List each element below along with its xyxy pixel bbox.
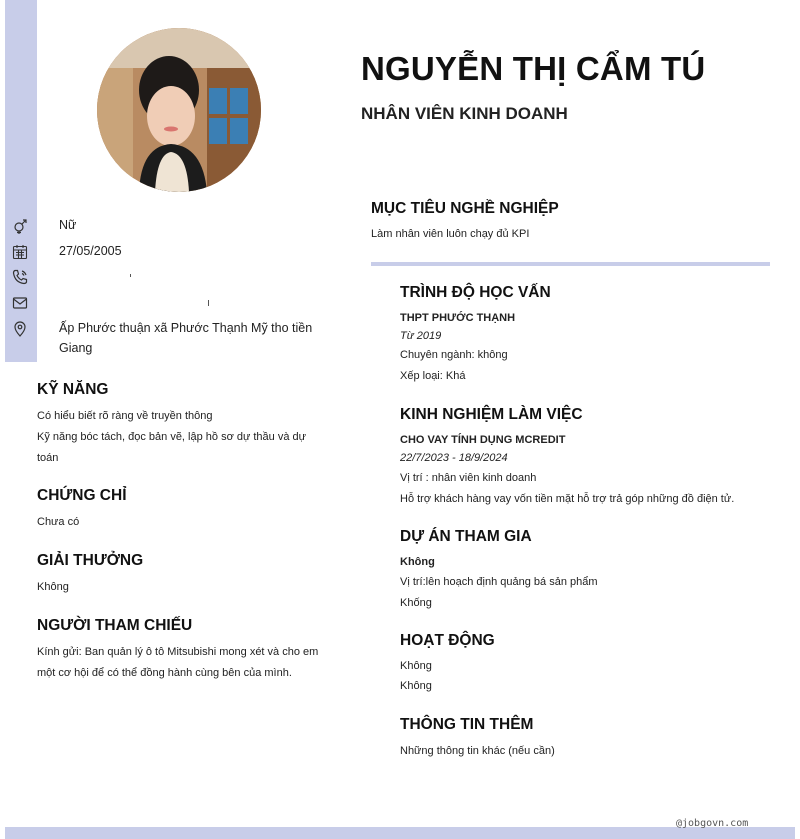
education-rank: Xếp loại: Khá (400, 370, 466, 382)
section-divider (371, 262, 770, 266)
awards-title: GIẢI THƯỞNG (37, 552, 144, 569)
email-icon (12, 295, 28, 311)
references-line: Kính gửi: Ban quản lý ô tô Mitsubishi mong xét và cho em (37, 646, 319, 658)
phone-icon (12, 269, 28, 285)
birthday-value: 27/05/2005 (59, 244, 122, 258)
education-school: THPT PHƯỚC THẠNH (400, 312, 516, 324)
certificates-title: CHỨNG CHỈ (37, 487, 127, 504)
additional-title: THÔNG TIN THÊM (400, 716, 534, 733)
experience-position: Vị trí : nhân viên kinh doanh (400, 472, 537, 484)
certificates-content: Chưa có (37, 516, 80, 528)
awards-content: Không (37, 581, 69, 593)
experience-period: 22/7/2023 - 18/9/2024 (400, 452, 508, 464)
activity-line: Không (400, 660, 432, 672)
skill-item: Kỹ năng bóc tách, đọc bản vẽ, lập hồ sơ dự thầu và dự (37, 431, 307, 443)
email-blank-mark (208, 300, 209, 306)
watermark: @jobgovn.com (676, 818, 749, 829)
references-title: NGƯỜI THAM CHIẾU (37, 617, 193, 634)
candidate-name: NGUYỄN THỊ CẨM TÚ (361, 50, 706, 87)
project-description: Khống (400, 597, 432, 609)
skill-item: Có hiểu biết rõ ràng về truyền thông (37, 410, 213, 422)
calendar-icon (12, 244, 28, 260)
avatar (97, 28, 261, 192)
activity-line: Không (400, 680, 432, 692)
projects-title: DỰ ÁN THAM GIA (400, 528, 532, 545)
skills-title: KỸ NĂNG (37, 381, 109, 398)
experience-description: Hỗ trợ khách hàng vay vốn tiền mặt hỗ trợ trả góp những đồ điện tử. (400, 493, 735, 505)
project-position: Vị trí:lên hoạch định quảng bá sản phẩm (400, 576, 598, 588)
activities-title: HOẠT ĐỘNG (400, 632, 495, 649)
project-name: Không (400, 556, 435, 568)
objective-title: MỤC TIÊU NGHỀ NGHIỆP (371, 200, 559, 217)
education-major: Chuyên ngành: không (400, 349, 508, 361)
job-title: NHÂN VIÊN KINH DOANH (361, 104, 568, 123)
gender-value: Nữ (59, 218, 77, 232)
profile-photo (97, 28, 261, 192)
additional-content: Những thông tin khác (nếu cần) (400, 745, 555, 757)
phone-blank-mark (130, 274, 131, 277)
gender-icon (12, 218, 28, 234)
experience-title: KINH NGHIỆM LÀM VIỆC (400, 406, 583, 423)
location-icon (12, 321, 28, 337)
education-period: Từ 2019 (400, 330, 442, 342)
education-title: TRÌNH ĐỘ HỌC VẤN (400, 284, 551, 301)
objective-content: Làm nhân viên luôn chạy đủ KPI (371, 228, 530, 240)
experience-company: CHO VAY TÍNH DỤNG MCREDIT (400, 434, 566, 446)
address-value: Ấp Phước thuận xã Phước Thạnh Mỹ tho tiền Giang (59, 321, 313, 355)
references-line: một cơ hội để có thể đồng hành cùng bên của mình. (37, 667, 292, 679)
skill-item: toán (37, 452, 59, 464)
